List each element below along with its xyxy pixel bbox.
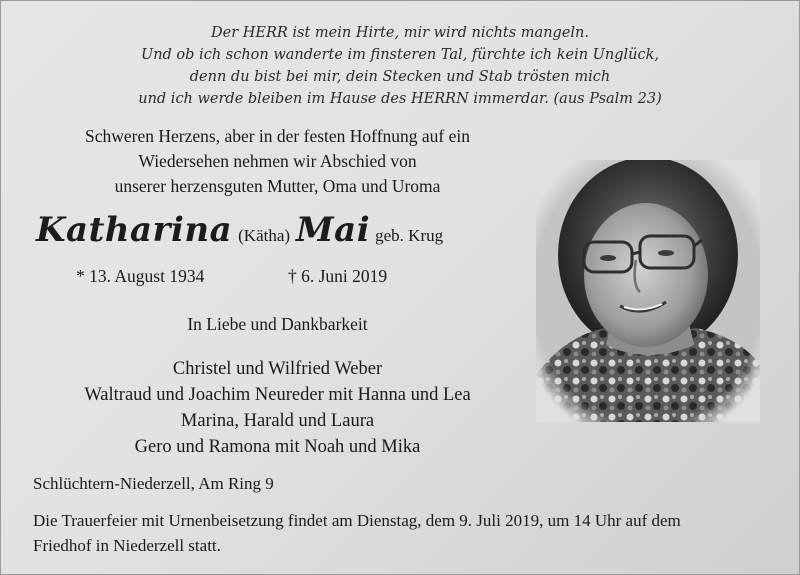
mourner-line: Waltraud und Joachim Neureder mit Hanna und Lea bbox=[84, 385, 471, 405]
psalm-line: Und ob ich schon wanderte im finsteren Tal, fürchte ich kein Unglück, bbox=[140, 47, 660, 63]
mourners-list bbox=[20, 356, 535, 460]
psalm-line: denn du bist bei mir, dein Stecken und Stab trösten mich bbox=[189, 69, 611, 85]
intro-line: Schweren Herzens, aber in der festen Hoffnung auf ein bbox=[84, 126, 470, 146]
intro-line: Wiedersehen nehmen wir Abschied von bbox=[138, 151, 417, 171]
birth-date: * 13. August 1934 bbox=[76, 266, 205, 286]
last-name: Mai bbox=[296, 210, 371, 250]
birth-name: geb. Krug bbox=[375, 226, 444, 245]
gratitude-line: In Liebe und Dankbarkeit bbox=[187, 314, 368, 334]
intro-line: unserer herzensguten Mutter, Oma und Uroma bbox=[114, 176, 441, 196]
psalm-line: und ich werde bleiben im Hause des HERRN immerdar. (aus Psalm 23) bbox=[138, 91, 662, 107]
death-date: † 6. Juni 2019 bbox=[288, 266, 388, 286]
deceased-name bbox=[36, 210, 449, 250]
address: Schlüchtern-Niederzell, Am Ring 9 bbox=[33, 474, 274, 493]
portrait-photo-icon bbox=[536, 160, 760, 422]
nickname: (Kätha) bbox=[238, 226, 291, 245]
mourner-line: Christel und Wilfried Weber bbox=[172, 359, 383, 379]
service-line: Die Trauerfeier mit Urnenbeisetzung findet am Dienstag, dem 9. Juli 2019, um 14 Uhr auf dem bbox=[33, 511, 681, 530]
mourner-line: Marina, Harald und Laura bbox=[180, 411, 375, 431]
psalm-verse bbox=[60, 22, 740, 110]
intro-text bbox=[20, 124, 535, 199]
psalm-line: Der HERR ist mein Hirte, mir wird nichts mangeln. bbox=[211, 25, 589, 41]
first-name: Katharina bbox=[36, 210, 233, 250]
mourner-line: Gero und Ramona mit Noah und Mika bbox=[134, 437, 421, 457]
service-line: Friedhof in Niederzell statt. bbox=[33, 536, 221, 555]
service-info bbox=[33, 508, 783, 558]
